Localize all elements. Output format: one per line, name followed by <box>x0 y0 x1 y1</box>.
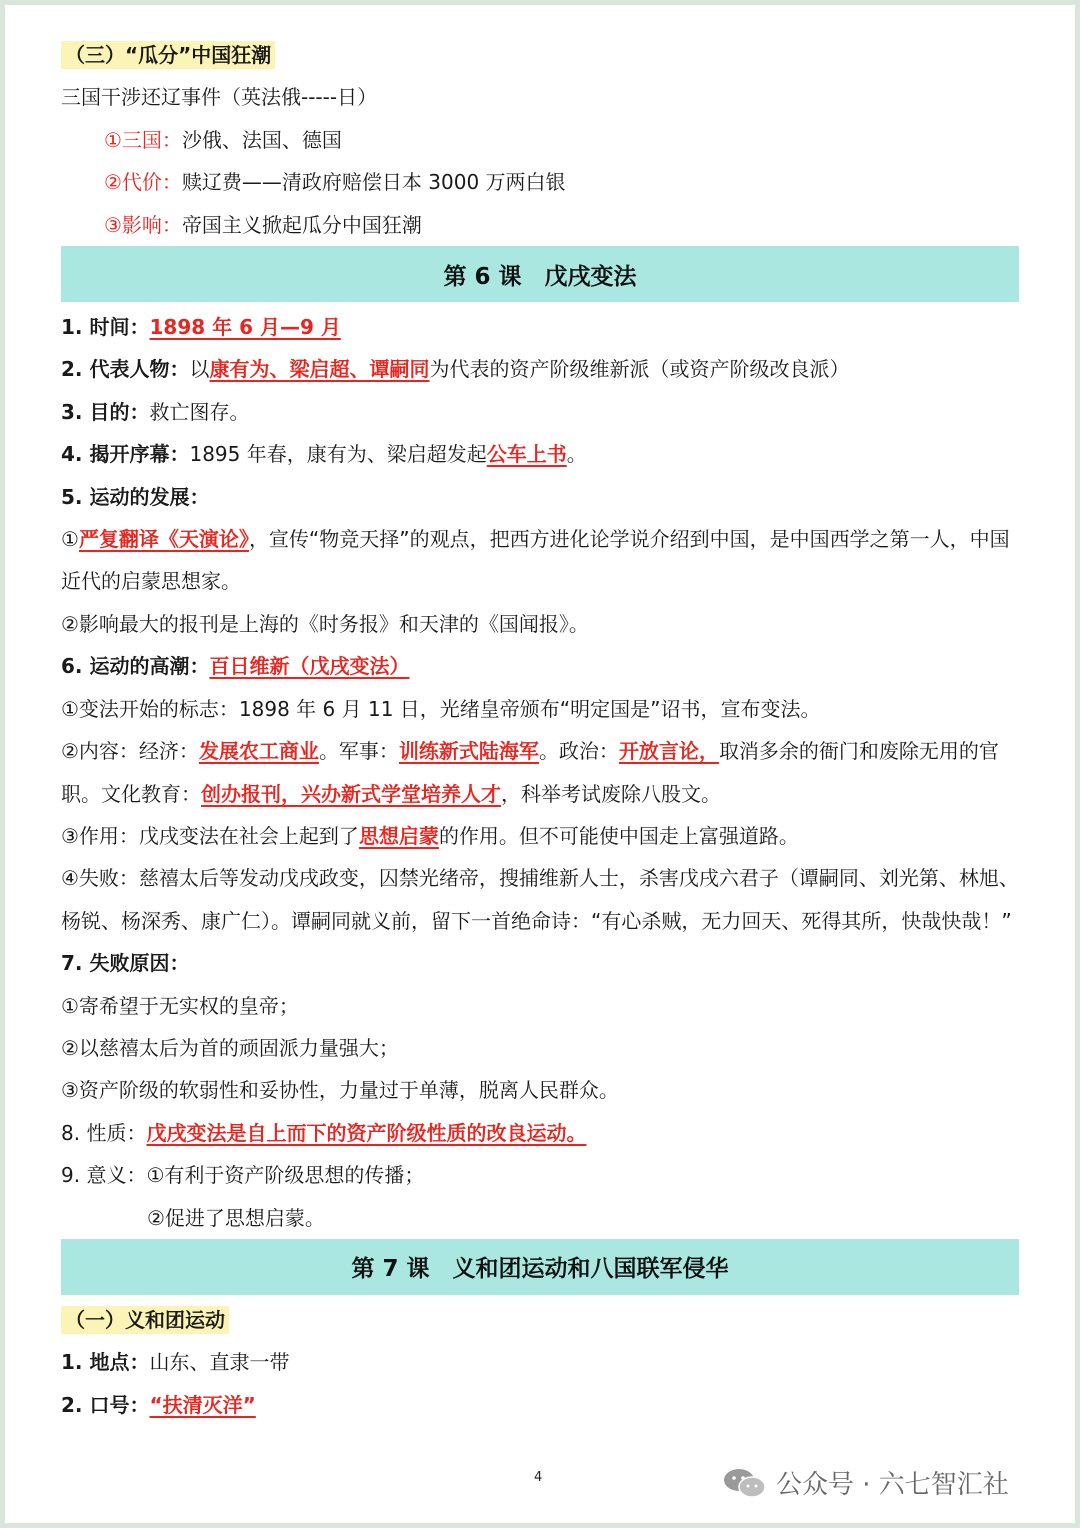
lesson-7-banner: 第 7 课 义和团运动和八国联军侵华 <box>61 1239 1019 1295</box>
page-content <box>61 34 1019 1426</box>
lesson-6-banner: 第 6 课 戊戌变法 <box>61 246 1019 302</box>
lesson-7-subheading <box>61 1299 1019 1341</box>
lesson-7-point-2: 2. 口号：“扶清灭洋” <box>61 1392 256 1417</box>
wechat-icon <box>722 1467 768 1499</box>
section-3-item: ③影响：帝国主义掀起瓜分中国狂潮 <box>104 212 422 237</box>
watermark-text: 公众号 · 六七智汇社 <box>776 1470 1009 1500</box>
lesson-6-reason: ①寄希望于无实权的皇帝； <box>61 993 299 1018</box>
lesson-6-reason: ②以慈禧太后为首的顽固派力量强大； <box>61 1035 399 1060</box>
section-3-item: ②代价：赎辽费——清政府赔偿日本 3000 万两白银 <box>104 170 566 195</box>
lesson-6-point-6: 6. 运动的高潮：百日维新（戊戌变法） <box>61 654 410 679</box>
lesson-6-point-6a: ①变法开始的标志：1898 年 6 月 11 日，光绪皇帝颁布“明定国是”诏书，宣布变法。 <box>61 696 821 721</box>
lesson-6-point-6d: ④失败：慈禧太后等发动戊戌政变，囚禁光绪帝，搜捕维新人士，杀害戊戌六君子（谭嗣同、刘光第、林旭、杨锐、杨深秀、康广仁）。谭嗣同就义前，留下一首绝命诗：“有心杀贼，无力回天、死得其所，快哉快哉！” <box>61 866 1019 933</box>
section-3-event: 三国干涉还辽事件（英法俄-----日） <box>61 85 378 110</box>
lesson-7-point-1: 1. 地点：山东、直隶一带 <box>61 1350 290 1375</box>
lesson-6-point-6c: ③作用：戊戌变法在社会上起到了思想启蒙的作用。但不可能使中国走上富强道路。 <box>61 823 799 848</box>
lesson-6-point-9b: ②促进了思想启蒙。 <box>147 1205 325 1230</box>
watermark <box>722 1464 1009 1501</box>
section-3-item: ①三国：沙俄、法国、德国 <box>104 127 342 152</box>
page-number: 4 <box>534 1470 543 1485</box>
lesson-6-reason: ③资产阶级的软弱性和妥协性，力量过于单薄，脱离人民群众。 <box>61 1078 619 1103</box>
section-3-title: （三）“瓜分”中国狂潮 <box>61 41 275 69</box>
lesson-6-point-1: 1. 时间：1898 年 6 月—9 月 <box>61 315 341 340</box>
lesson-6-point-6b: ②内容：经济：发展农工商业。军事：训练新式陆海军。政治：开放言论，取消多余的衙门和废除无用的官职。文化教育：创办报刊，兴办新式学堂培养人才，科举考试废除八股文。 <box>61 739 999 806</box>
lesson-6-point-2: 2. 代表人物：以康有为、梁启超、谭嗣同为代表的资产阶级维新派（或资产阶级改良派） <box>61 357 850 382</box>
lesson-7-sub-title: （一）义和团运动 <box>61 1306 229 1334</box>
lesson-6-point-8: 8. 性质：戊戌变法是自上而下的资产阶级性质的改良运动。 <box>61 1120 587 1145</box>
lesson-6-point-5b: ②影响最大的报刊是上海的《时务报》和天津的《国闻报》。 <box>61 611 589 636</box>
section-3-heading <box>61 34 1019 76</box>
lesson-6-point-5a: ①严复翻译《天演论》，宣传“物竞天择”的观点，把西方进化论学说介绍到中国，是中国西学之第一人，中国近代的启蒙思想家。 <box>61 527 1010 594</box>
lesson-6-point-3: 3. 目的：救亡图存。 <box>61 399 250 424</box>
lesson-6-point-7: 7. 失败原因： <box>61 951 190 976</box>
lesson-6-point-4: 4. 揭开序幕：1895 年春，康有为、梁启超发起公车上书。 <box>61 442 587 467</box>
lesson-6-point-9: 9. 意义：①有利于资产阶级思想的传播； <box>61 1163 425 1188</box>
lesson-6-point-5: 5. 运动的发展： <box>61 484 210 509</box>
